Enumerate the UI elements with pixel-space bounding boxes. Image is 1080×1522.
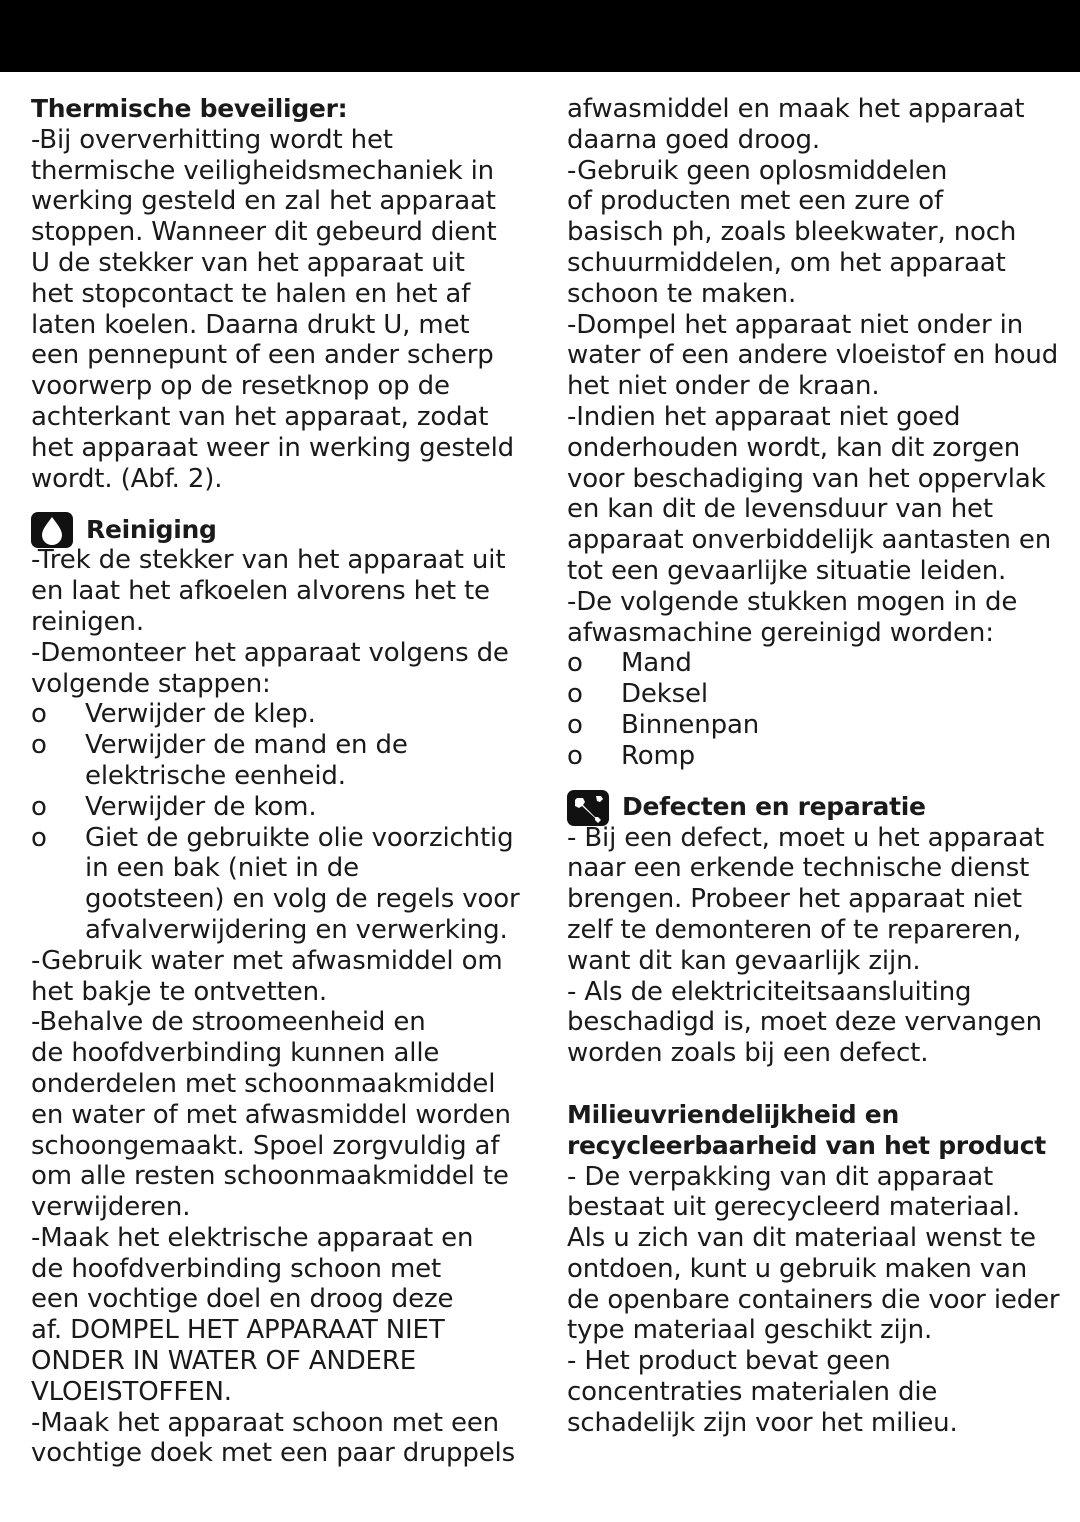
text-line: concentraties materialen die (567, 1377, 938, 1408)
text-line: naar een erkende technische dienst (567, 853, 1030, 884)
text-line: werking gesteld en zal het apparaat (31, 186, 496, 217)
cleaning-heading-row (31, 512, 521, 548)
text-line: apparaat onverbiddelijk aantasten en (567, 525, 1052, 556)
text-line: ontdoen, kunt u gebruik maken van (567, 1253, 1028, 1284)
thermal-heading: Thermische beveiliger: (31, 94, 348, 123)
list-item-text: Verwijder de klep. (85, 699, 316, 730)
water-drop-icon (31, 512, 73, 548)
text-line: achterkant van het apparaat, zodat (31, 401, 489, 432)
list-item (567, 741, 1057, 772)
text-line: - Het product bevat geen (567, 1346, 891, 1377)
bullet-mark: o (31, 791, 47, 822)
text-line: Als u zich van dit materiaal wenst te (567, 1223, 1036, 1254)
dishwasher-list (567, 648, 1057, 771)
list-item-text: gootsteen) en volg de regels voor (85, 884, 520, 915)
text-line: VLOEISTOFFEN. (31, 1376, 232, 1407)
repair-heading-row (567, 790, 1057, 826)
text-line: schuurmiddelen, om het apparaat (567, 247, 1006, 278)
text-line: -Maak het apparaat schoon met een (31, 1407, 500, 1438)
text-line: reinigen. (31, 606, 144, 637)
text-line: -Dompel het apparaat niet onder in (567, 309, 1024, 340)
text-line: water of een andere vloeistof en houd (567, 340, 1059, 371)
list-item-text: in een bak (niet in de (85, 853, 359, 884)
list-item-text: Romp (621, 740, 696, 771)
list-item-text: Verwijder de kom. (85, 791, 317, 822)
text-line: de openbare containers die voor ieder (567, 1284, 1060, 1315)
list-item-text: Giet de gebruikte olie voorzichtig (85, 822, 514, 853)
text-line: de hoofdverbinding schoon met (31, 1253, 442, 1284)
heading-line: recycleerbaarheid van het product (567, 1130, 1046, 1160)
list-item-text: afvalverwijdering en verwerking. (85, 914, 508, 945)
text-line: worden zoals bij een defect. (567, 1038, 929, 1069)
text-line: om alle resten schoonmaakmiddel te (31, 1161, 509, 1192)
bullet-mark: o (31, 730, 47, 761)
thermal-text (31, 125, 521, 495)
text-line: -Bij oververhitting wordt het (31, 124, 393, 155)
text-line: brengen. Probeer het apparaat niet (567, 884, 1022, 915)
text-line: -Maak het elektrische apparaat en (31, 1222, 474, 1253)
text-line: of producten met een zure of (567, 186, 943, 217)
text-line: een pennepunt of een ander scherp (31, 340, 494, 371)
text-line: onderhouden wordt, kan dit zorgen (567, 432, 1021, 463)
list-item-text: Binnenpan (621, 709, 760, 740)
text-line: verwijderen. (31, 1192, 191, 1223)
left-column (31, 94, 521, 1469)
text-line: en kan dit de levensduur van het (567, 494, 993, 525)
list-item-text: Verwijder de mand en de (85, 730, 408, 761)
text-line: -Gebruik water met afwasmiddel om (31, 945, 503, 976)
text-line: volgende stappen: (31, 668, 271, 699)
text-line: thermische veiligheidsmechaniek in (31, 155, 494, 186)
text-line: het stopcontact te halen en het af (31, 278, 471, 309)
text-line: -De volgende stukken mogen in de (567, 586, 1018, 617)
text-line: onderdelen met schoonmaakmiddel (31, 1068, 496, 1099)
text-line: - De verpakking van dit apparaat (567, 1161, 994, 1192)
text-line: afwasmiddel en maak het apparaat (567, 94, 1025, 124)
text-line: U de stekker van het apparaat uit (31, 247, 465, 278)
text-line: basisch ph, zoals bleekwater, noch (567, 217, 1017, 248)
repair-heading: Defecten en reparatie (622, 792, 926, 822)
right-column (567, 94, 1060, 1439)
text-line: zelf te demonteren of te repareren, (567, 914, 1022, 945)
text-line: de hoofdverbinding kunnen alle (31, 1038, 440, 1069)
text-line: stoppen. Wanneer dit gebeurd dient (31, 217, 497, 248)
text-line: en laat het afkoelen alvorens het te (31, 576, 490, 607)
environment-text (567, 1161, 1060, 1439)
bullet-mark: o (31, 822, 47, 853)
cleaning-heading: Reiniging (86, 514, 217, 544)
list-item-text: Deksel (621, 679, 708, 710)
text-line: beschadigd is, moet deze vervangen (567, 1007, 1042, 1038)
bullet-mark: o (567, 648, 583, 679)
bullet-mark: o (567, 740, 583, 771)
text-line: -Demonteer het apparaat volgens de (31, 637, 509, 668)
text-line: want dit kan gevaarlijk zijn. (567, 945, 921, 976)
text-line: type materiaal geschikt zijn. (567, 1315, 933, 1346)
text-line: -Gebruik geen oplosmiddelen (567, 155, 948, 186)
text-line: ONDER IN WATER OF ANDERE (31, 1346, 417, 1377)
text-line: wordt. (Abf. 2). (31, 463, 223, 494)
list-item (567, 710, 1057, 741)
text-line: het apparaat weer in werking gesteld (31, 432, 515, 463)
repair-text (567, 823, 1057, 1069)
text-line: voorwerp op de resetknop op de (31, 371, 450, 402)
list-item (567, 648, 1057, 679)
list-item (567, 679, 1057, 710)
text-line: -Behalve de stroomeenheid en (31, 1007, 426, 1038)
text-line: schoon te maken. (567, 278, 797, 309)
list-item (31, 823, 521, 854)
header-bar (0, 0, 1080, 72)
text-line: daarna goed droog. (567, 124, 820, 155)
text-line: voor beschadiging van het oppervlak (567, 463, 1046, 494)
text-line: af. DOMPEL HET APPARAAT NIET (31, 1315, 445, 1346)
list-item (31, 915, 521, 946)
list-item (31, 884, 521, 915)
wrench-icon (567, 790, 609, 826)
bullet-mark (31, 915, 85, 946)
text-line: laten koelen. Daarna drukt U, met (31, 309, 470, 340)
bullet-mark: o (567, 679, 583, 710)
bullet-mark (31, 761, 85, 792)
text-line: tot een gevaarlijke situatie leiden. (567, 555, 1007, 586)
cleaning-continued (567, 94, 1057, 648)
text-line: bestaat uit gerecycleerd materiaal. (567, 1192, 1021, 1223)
list-item (31, 761, 521, 792)
bullet-mark (31, 884, 85, 915)
text-line: - Bij een defect, moet u het apparaat (567, 822, 1045, 853)
bullet-mark: o (31, 699, 47, 730)
bullet-mark (31, 853, 85, 884)
list-item (31, 699, 521, 730)
text-line: -Trek de stekker van het apparaat uit (31, 545, 506, 576)
text-line: afwasmachine gereinigd worden: (567, 617, 994, 648)
text-line: vochtige doek met een paar druppels (31, 1438, 516, 1469)
disassembly-steps (31, 699, 521, 945)
heading-line: Milieuvriendelijkheid en (567, 1099, 899, 1129)
text-line: het niet onder de kraan. (567, 371, 880, 402)
environment-heading (567, 1100, 1057, 1162)
text-line: het bakje te ontvetten. (31, 976, 328, 1007)
cleaning-instructions (31, 946, 521, 1470)
list-item (31, 792, 521, 823)
list-item-text: elektrische eenheid. (85, 760, 346, 791)
list-item (31, 730, 521, 761)
text-line: schoongemaakt. Spoel zorgvuldig af (31, 1130, 500, 1161)
bullet-mark: o (567, 709, 583, 740)
list-item (31, 853, 521, 884)
text-line: -Indien het apparaat niet goed (567, 401, 961, 432)
text-line: en water of met afwasmiddel worden (31, 1099, 511, 1130)
text-line: een vochtige doel en droog deze (31, 1284, 454, 1315)
cleaning-intro (31, 545, 521, 699)
text-line: schadelijk zijn voor het milieu. (567, 1407, 958, 1438)
list-item-text: Mand (621, 648, 692, 679)
text-line: - Als de elektriciteitsaansluiting (567, 976, 972, 1007)
